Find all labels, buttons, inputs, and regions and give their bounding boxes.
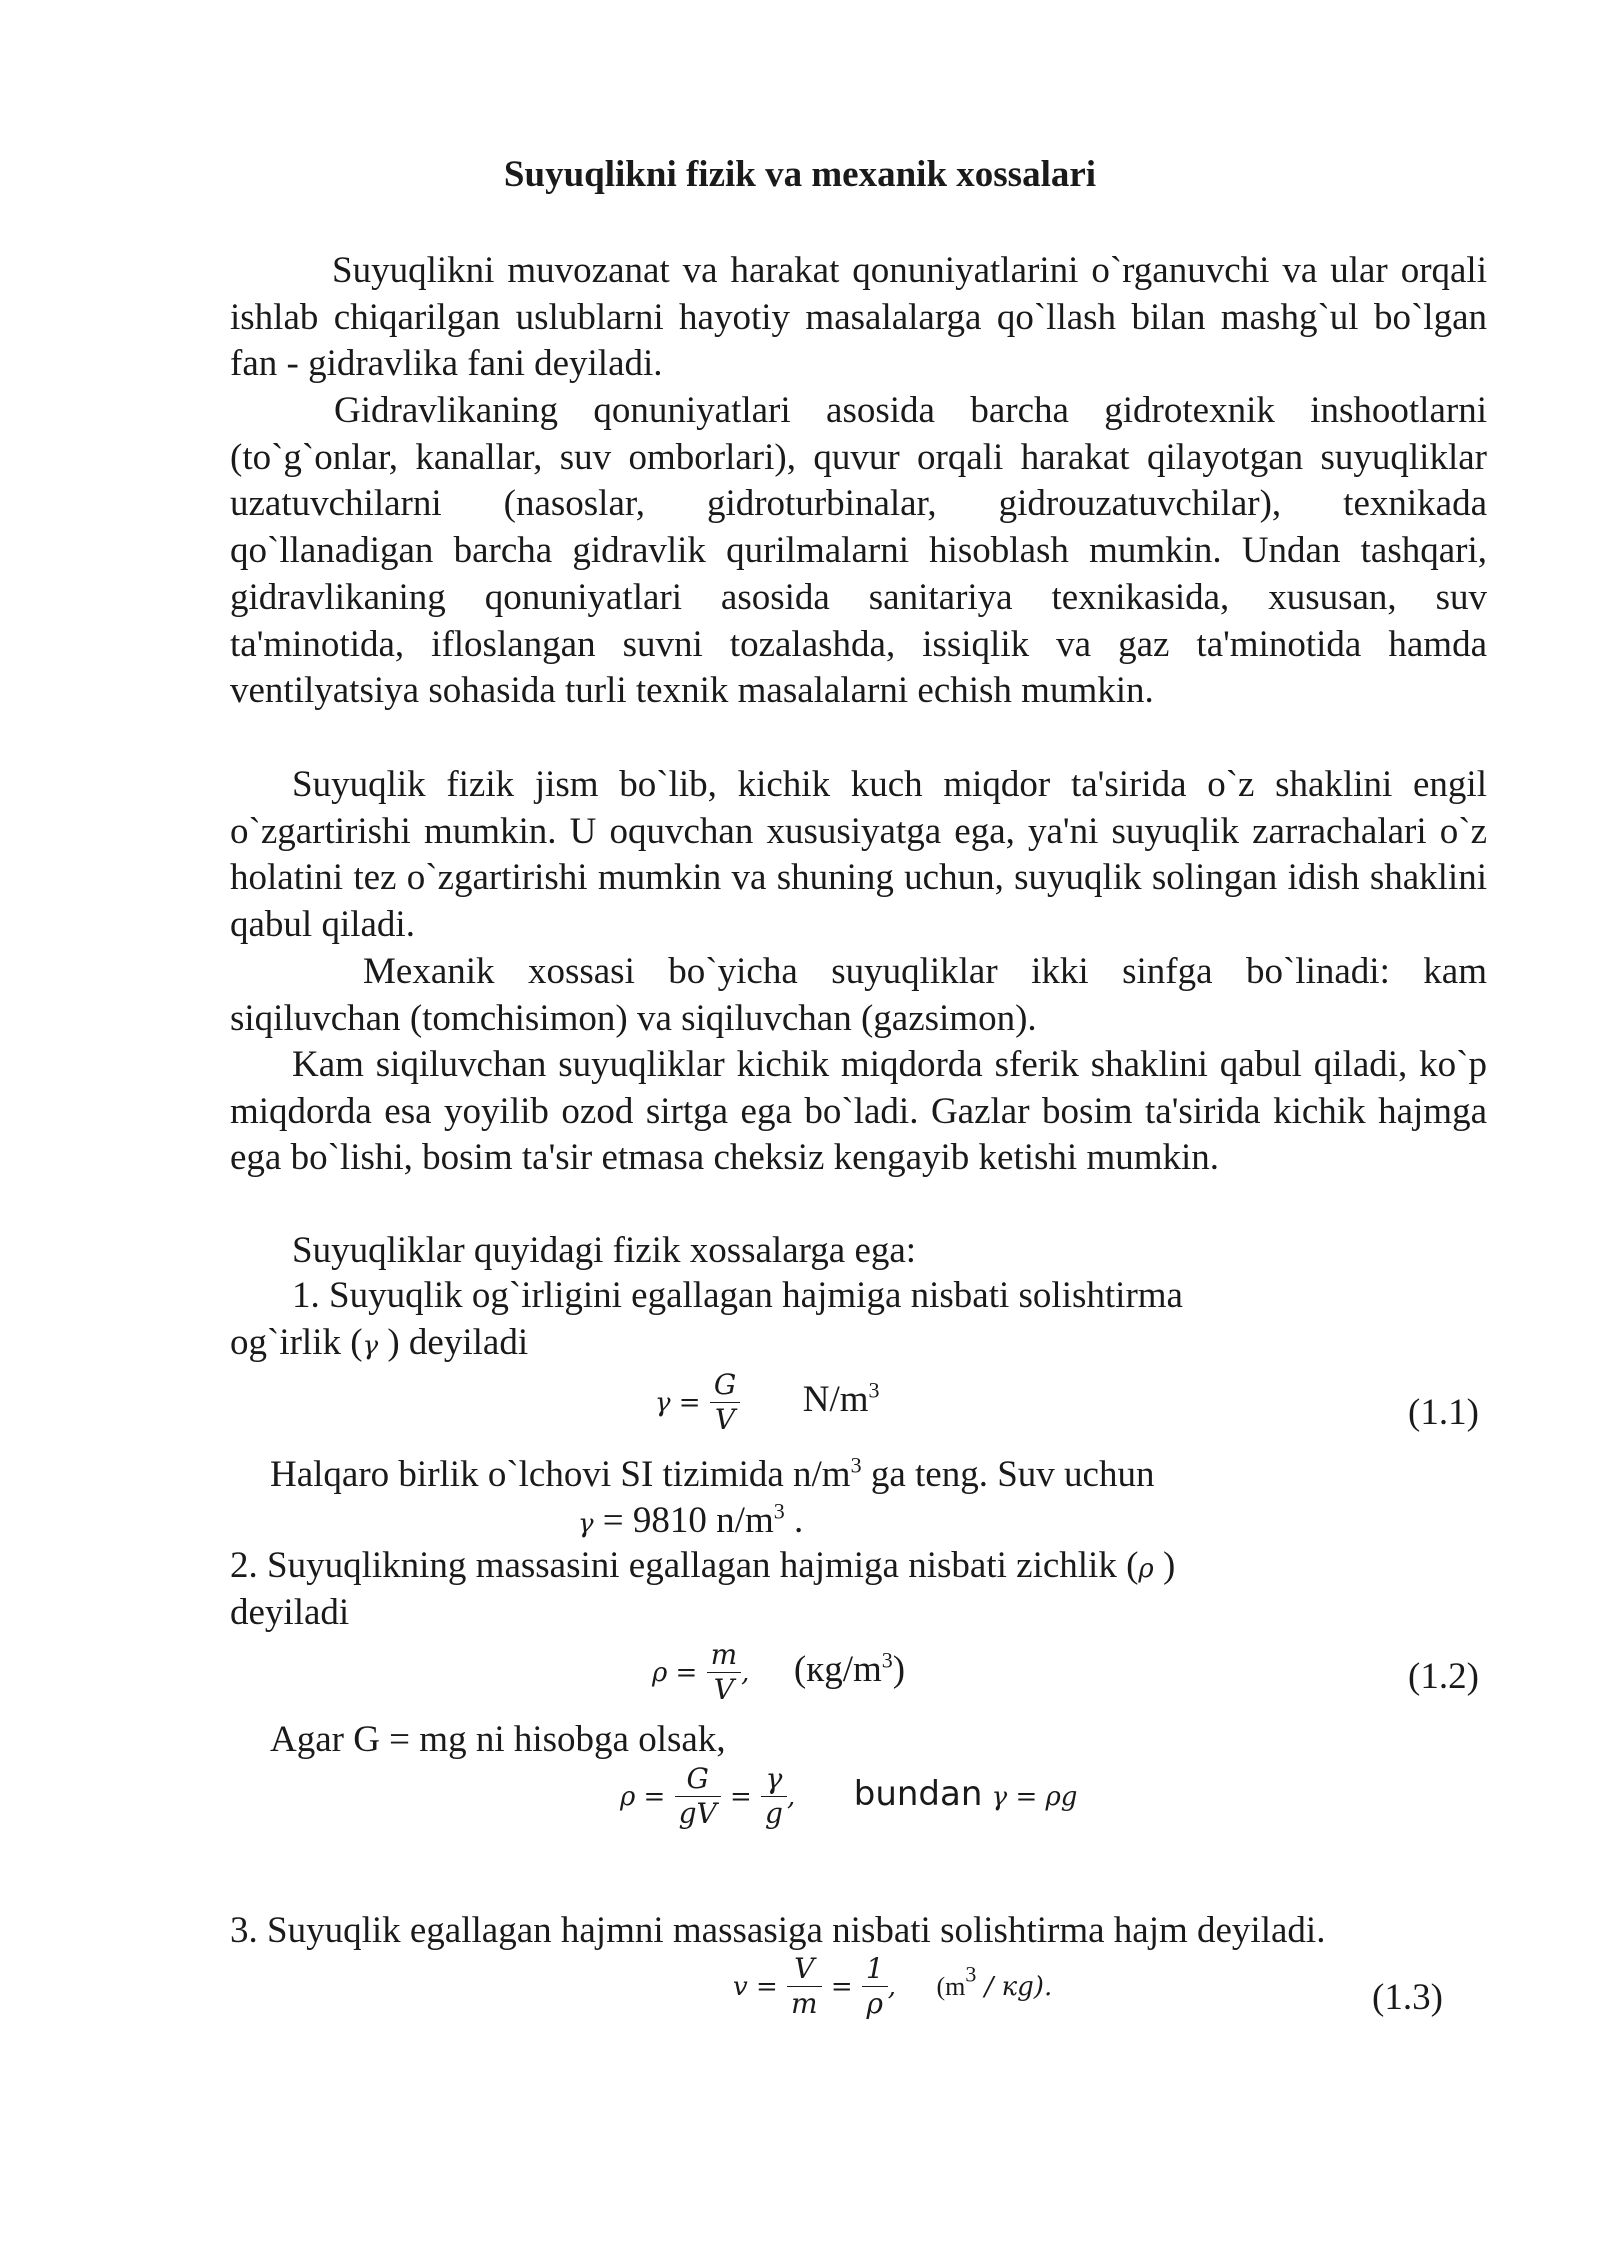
eq3-unit-exponent: 3 bbox=[965, 1961, 977, 1987]
item-2-text-b: ) bbox=[1153, 1545, 1176, 1586]
eq2-unit-close: ) bbox=[892, 1648, 906, 1690]
item-1-text-b: ) deyiladi bbox=[378, 1322, 529, 1363]
si-text-b: ga teng. Suv uchun bbox=[861, 1454, 1155, 1495]
item-2-text-a: 2. Suyuqlikning massasini egallagan hajmiga nisbati zichlik ( bbox=[230, 1545, 1139, 1586]
eq2-unit-exponent: 3 bbox=[881, 1647, 893, 1673]
paragraph-properties-intro: Suyuqliklar quyidagi fizik xossalarga ega: bbox=[292, 1230, 917, 1271]
derive-result: γ = ρg bbox=[991, 1781, 1078, 1812]
eq3-numerator-2: 1 bbox=[862, 1952, 888, 1987]
derive-numerator-2: γ bbox=[761, 1762, 787, 1797]
water-value: = 9810 n/m bbox=[602, 1500, 774, 1541]
equation-derivation bbox=[620, 1762, 1077, 1831]
eq1-unit: N/m bbox=[802, 1378, 869, 1420]
page-title: Suyuqlikni fizik va mexanik xossalari bbox=[503, 154, 1097, 195]
gamma-symbol: γ bbox=[578, 1509, 594, 1539]
eq1-unit-exponent: 3 bbox=[868, 1377, 880, 1403]
eq3-numerator-1: V bbox=[787, 1952, 822, 1987]
eq3-equals: = bbox=[830, 1971, 853, 2002]
derive-numerator-1: G bbox=[675, 1762, 721, 1797]
item-1-line-2 bbox=[230, 1320, 528, 1369]
eq3-fraction-2 bbox=[862, 1952, 888, 2021]
eq1-numerator: G bbox=[710, 1368, 740, 1403]
equation-1-3 bbox=[733, 1952, 1052, 2021]
paragraph-fluid-definition: Suyuqlik fizik jism bo`lib, kichik kuch miqdor ta'sirida o`z shaklini engil o`zgartirishi mumkin. U oquvchan xususiyatga ega, ya'ni suyuqlik zarrachalari o`z holatini tez o`zgartirishi mumkin va shuning uchun, suyuqlik solingan idish shaklini qabul qiladi. bbox=[230, 764, 1487, 946]
eq3-fraction-1 bbox=[787, 1952, 822, 2021]
item-3-line: 3. Suyuqlik egallagan hajmni massasiga nisbati solishtirma hajm deyiladi. bbox=[230, 1910, 1326, 1951]
eq2-unit: (кg/m bbox=[793, 1648, 882, 1690]
item-2-line-2: deyiladi bbox=[230, 1592, 350, 1633]
item-1-line-1: 1. Suyuqlik og`irligini egallagan hajmiga nisbati solishtirma bbox=[292, 1275, 1183, 1316]
equation-number-1-3: (1.3) bbox=[1372, 1977, 1443, 2018]
derive-lhs: ρ = bbox=[620, 1781, 666, 1812]
si-exponent: 3 bbox=[850, 1452, 862, 1478]
paragraph-compressibility: Kam siqiluvchan suyuqliklar kichik miqdorda sferik shaklini qabul qiladi, ko`p miqdorda esa yoyilib ozod sirtga ega bo`ladi. Gazlar bosim ta'sirida kichik hajmga ega bo`lishi, bosim ta'sir etmasa cheksiz kengayib ketishi mumkin. bbox=[230, 1044, 1487, 1179]
paragraph-intro: Suyuqlikni muvozanat va harakat qonuniyatlarini o`rganuvchi va ular orqali ishlab chiqarilgan uslublarni hayotiy masalalarga qo`llash bilan mashg`ul bo`lgan fan - gidravlika fani deyiladi. bbox=[230, 250, 1487, 385]
eq2-lhs: ρ = bbox=[652, 1657, 698, 1688]
derive-equals: = bbox=[730, 1781, 752, 1812]
eq2-comma: , bbox=[741, 1657, 750, 1688]
paragraph-applications: Gidravlikaning qonuniyatlari asosida barcha gidrotexnik inshootlarni (to`g`onlar, kanallar, suv omborlari), quvur orqali harakat qilayotgan suyuqliklar uzatuvchilarni (nasoslar, gidroturbinalar, gidrouzatuvchilar), texnikada qo`llanadigan barcha gidravlik qurilmalarni hisoblash mumkin. Undan tashqari, gidravlikaning qonuniyatlari asosida sanitariya texnikasida, xususan, suv ta'minotida, ifloslangan suvni tozalashda, issiqlik va gaz ta'minotida hamda ventilyatsiya sohasida turli texnik masalalarni echish mumkin. bbox=[230, 390, 1487, 712]
derive-comma: , bbox=[786, 1781, 796, 1812]
derive-denominator-1: gV bbox=[678, 1797, 717, 1830]
eq2-denominator: V bbox=[713, 1673, 734, 1706]
eq3-unit-rest: / кg). bbox=[976, 1971, 1053, 2002]
water-specific-weight-line bbox=[578, 1498, 803, 1547]
equation-1-2 bbox=[652, 1638, 905, 1707]
eq1-fraction bbox=[710, 1368, 740, 1437]
agar-line: Agar G = mg ni hisobga olsak, bbox=[270, 1719, 726, 1760]
eq3-lhs: v = bbox=[733, 1971, 778, 2002]
si-units-line bbox=[270, 1452, 1154, 1498]
item-2-line-1 bbox=[230, 1543, 1175, 1592]
eq2-numerator: m bbox=[707, 1638, 742, 1673]
paragraph-mechanical-classes: Mexanik xossasi bo`yicha suyuqliklar ikki sinfga bo`linadi: kam siqiluvchan (tomchisimon) va siqiluvchan (gazsimon). bbox=[230, 951, 1487, 1039]
item-1-text-a: og`irlik ( bbox=[230, 1322, 363, 1363]
equation-number-1-2: (1.2) bbox=[1408, 1656, 1479, 1697]
eq3-denominator-1: m bbox=[791, 1987, 818, 2020]
gamma-symbol: γ bbox=[362, 1331, 379, 1361]
equation-1-1 bbox=[655, 1368, 880, 1437]
eq1-denominator: V bbox=[714, 1403, 736, 1436]
equation-number-1-1: (1.1) bbox=[1408, 1392, 1479, 1433]
eq3-comma: , bbox=[887, 1971, 896, 2002]
derive-fraction-1 bbox=[675, 1762, 721, 1831]
eq3-denominator-2: ρ bbox=[866, 1987, 883, 2020]
eq3-unit: (m bbox=[936, 1971, 966, 2001]
derive-fraction-2 bbox=[761, 1762, 787, 1831]
water-exponent: 3 bbox=[773, 1498, 785, 1524]
eq1-lhs: γ = bbox=[655, 1387, 701, 1418]
water-end: . bbox=[784, 1500, 804, 1541]
derive-word: bundan bbox=[853, 1773, 983, 1814]
derive-denominator-2: g bbox=[765, 1797, 783, 1830]
si-text-a: Halqaro birlik o`lchovi SI tizimida n/m bbox=[270, 1454, 851, 1495]
eq2-fraction bbox=[707, 1638, 742, 1707]
rho-symbol: ρ bbox=[1138, 1554, 1154, 1584]
